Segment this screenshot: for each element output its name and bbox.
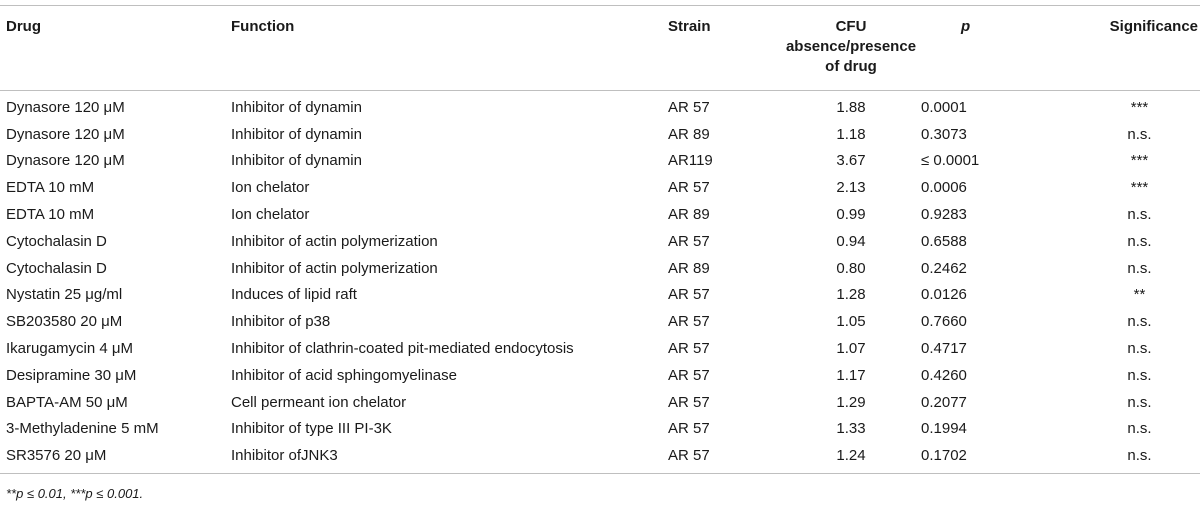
cell-significance: n.s. [1127, 366, 1152, 384]
cell-p-value: 0.0001 [921, 98, 967, 116]
cell-function: Inhibitor of p38 [231, 313, 331, 331]
cell-cfu: 1.29 [836, 393, 866, 411]
cell-p-value: 0.0126 [921, 286, 967, 304]
cell-function: Inhibitor of dynamin [231, 152, 362, 170]
cell-cfu: 1.33 [836, 420, 866, 438]
cell-function: Inhibitor of actin polymerization [231, 259, 438, 277]
header-drug: Drug [6, 18, 41, 35]
cell-p-value: 0.2462 [921, 259, 967, 277]
cell-strain: AR119 [668, 152, 713, 170]
cell-strain: AR 57 [668, 313, 710, 331]
cell-cfu: 1.05 [836, 313, 866, 331]
cell-strain: AR 57 [668, 366, 710, 384]
table-row [0, 228, 1200, 255]
table-row [0, 174, 1200, 201]
cell-cfu: 3.67 [836, 152, 866, 170]
header-cfu-line2: absence/presence [785, 38, 917, 55]
cell-strain: AR 57 [668, 420, 710, 438]
table-row [0, 416, 1200, 443]
cell-function: Ion chelator [231, 206, 310, 224]
table-row [0, 362, 1200, 389]
cell-function: Inhibitor of actin polymerization [231, 232, 438, 250]
cell-drug: Cytochalasin D [6, 232, 107, 250]
cell-p-value: ≤ 0.0001 [921, 152, 980, 170]
header-p-value: p [961, 18, 971, 35]
cell-strain: AR 57 [668, 98, 710, 116]
cell-significance: n.s. [1127, 232, 1152, 250]
table-row [0, 148, 1200, 175]
table-row [0, 335, 1200, 362]
cell-strain: AR 89 [668, 259, 710, 277]
table-header [0, 6, 1200, 91]
cell-function: Inhibitor of clathrin-coated pit-mediated endocytosis [231, 340, 574, 358]
cell-function: Inhibitor of acid sphingomyelinase [231, 366, 457, 384]
cell-drug: Dynasore 120 μM [6, 125, 125, 143]
cell-p-value: 0.4717 [921, 340, 967, 358]
cell-drug: Dynasore 120 μM [6, 98, 125, 116]
table-row [0, 442, 1200, 473]
cell-significance: n.s. [1127, 447, 1152, 465]
cell-drug: Dynasore 120 μM [6, 152, 125, 170]
cell-function: Inhibitor of dynamin [231, 125, 362, 143]
cell-strain: AR 89 [668, 125, 710, 143]
table-row [0, 121, 1200, 148]
cell-strain: AR 57 [668, 340, 710, 358]
header-function: Function [231, 18, 295, 35]
cell-cfu: 1.18 [836, 125, 866, 143]
cell-p-value: 0.9283 [921, 206, 967, 224]
header-strain: Strain [668, 18, 711, 35]
cell-function: Ion chelator [231, 179, 310, 197]
cell-p-value: 0.1994 [921, 420, 967, 438]
cell-drug: BAPTA-AM 50 μM [6, 393, 128, 411]
cell-cfu: 0.80 [836, 259, 866, 277]
header-cfu-line1: CFU [835, 18, 867, 35]
cell-function: Inhibitor ofJNK3 [231, 447, 338, 465]
cell-strain: AR 57 [668, 286, 710, 304]
cell-drug: Ikarugamycin 4 μM [6, 340, 134, 358]
cell-cfu: 0.94 [836, 232, 866, 250]
table-body [0, 91, 1200, 474]
cell-strain: AR 57 [668, 447, 710, 465]
cell-p-value: 0.2077 [921, 393, 967, 411]
header-significance: Significance [1109, 18, 1198, 35]
cell-p-value: 0.6588 [921, 232, 967, 250]
cell-strain: AR 57 [668, 179, 710, 197]
cell-drug: Cytochalasin D [6, 259, 107, 277]
cell-strain: AR 57 [668, 393, 710, 411]
cell-function: Inhibitor of type III PI-3K [231, 420, 392, 438]
cell-cfu: 1.88 [836, 98, 866, 116]
table-row [0, 201, 1200, 228]
table-row [0, 389, 1200, 416]
header-cfu [781, 6, 921, 91]
cell-p-value: 0.0006 [921, 179, 967, 197]
cell-significance: n.s. [1127, 125, 1152, 143]
cell-significance: n.s. [1127, 340, 1152, 358]
cell-significance: *** [1130, 98, 1149, 116]
cell-cfu: 0.99 [836, 206, 866, 224]
cell-cfu: 1.28 [836, 286, 866, 304]
cell-significance: *** [1130, 179, 1149, 197]
cell-cfu: 2.13 [836, 179, 866, 197]
table-row [0, 91, 1200, 121]
cell-function: Inhibitor of dynamin [231, 98, 362, 116]
cell-significance: n.s. [1127, 420, 1152, 438]
cell-p-value: 0.3073 [921, 125, 967, 143]
cell-p-value: 0.4260 [921, 366, 967, 384]
cell-cfu: 1.17 [836, 366, 866, 384]
cell-drug: SB203580 20 μM [6, 313, 123, 331]
cell-strain: AR 89 [668, 206, 710, 224]
cell-cfu: 1.07 [836, 340, 866, 358]
cell-significance: n.s. [1127, 393, 1152, 411]
table-footnote: **p ≤ 0.01, ***p ≤ 0.001. [6, 486, 144, 501]
cell-p-value: 0.7660 [921, 313, 967, 331]
cell-cfu: 1.24 [836, 447, 866, 465]
cell-drug: EDTA 10 mM [6, 179, 95, 197]
cell-drug: SR3576 20 μM [6, 447, 107, 465]
cell-drug: Desipramine 30 μM [6, 366, 137, 384]
cell-significance: n.s. [1127, 206, 1152, 224]
header-cfu-line3: of drug [825, 58, 877, 75]
cell-p-value: 0.1702 [921, 447, 967, 465]
cell-drug: 3-Methyladenine 5 mM [6, 420, 159, 438]
cell-strain: AR 57 [668, 232, 710, 250]
cell-significance: n.s. [1127, 259, 1152, 277]
table-row [0, 282, 1200, 309]
drug-table-container [0, 5, 1198, 474]
cell-significance: ** [1133, 286, 1146, 304]
drug-table [0, 5, 1200, 474]
cell-significance: *** [1130, 152, 1149, 170]
cell-drug: Nystatin 25 μg/ml [6, 286, 123, 304]
table-row [0, 308, 1200, 335]
header-row [0, 6, 1200, 91]
cell-significance: n.s. [1127, 313, 1152, 331]
cell-drug: EDTA 10 mM [6, 206, 95, 224]
cell-function: Induces of lipid raft [231, 286, 357, 304]
table-row [0, 255, 1200, 282]
cell-function: Cell permeant ion chelator [231, 393, 407, 411]
